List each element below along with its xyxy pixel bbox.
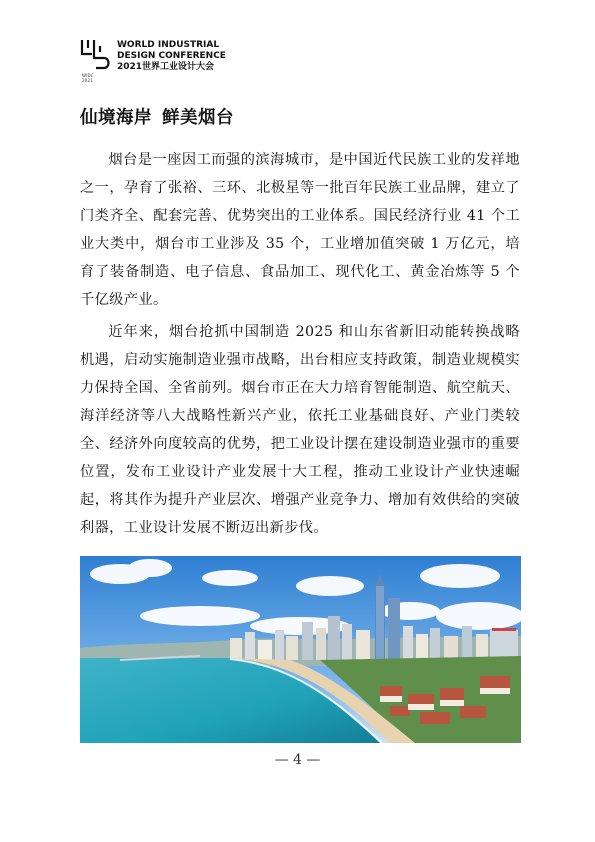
conference-name — [117, 40, 226, 73]
page-number: — 4 — — [274, 752, 321, 768]
yantai-coastline-photo — [80, 556, 521, 743]
section-title-part-2: 鲜美烟台 — [162, 108, 234, 128]
paragraph-2: 近年来，烟台抢抓中国制造 2025 和山东省新旧动能转换战略机遇，启动实施制造业强市战略，出台相应支持政策，制造业规模实力保持全国、全省前列。烟台市正在大力培育智能制造、航空航天、海洋经济等八大战略性新兴产业，依托工业基础良好、产业门类较全、经济外向度较高的优势，把工业设计摆在建设制造业强市的重要位置，发布工业设计产业发展十大工程，推动工业设计产业快速崛起，将其作为提升产业层次、增强产业竞争力、增加有效供给的突破利器，工业设计发展不断迈出新步伐。 — [80, 323, 520, 537]
logo-line-3: 2021世界工业设计大会 — [117, 62, 215, 72]
logo-line-2: DESIGN CONFERENCE — [117, 51, 226, 61]
logo-line-1: WORLD INDUSTRIAL — [117, 40, 220, 50]
logo-small-text: WIDC 2021 — [82, 73, 94, 83]
widc-logo-icon — [80, 38, 112, 72]
article-body — [80, 146, 520, 542]
section-title-part-1: 仙境海岸 — [80, 108, 152, 128]
paragraph-1: 烟台是一座因工而强的滨海城市，是中国近代民族工业的发祥地之一，孕育了张裕、三环、北极星等一批百年民族工业品牌，建立了门类齐全、配套完善、优势突出的工业体系。国民经济行业 41 个工业大类中，烟台市工业涉及 35 个，工业增加值突破 1 万亿元，培育了装备制造、电子信息、食品加工、现代化工、黄金冶炼等 5 个千亿级产业。 — [80, 152, 520, 309]
section-title — [80, 104, 234, 129]
coastline-illustration — [80, 556, 521, 743]
